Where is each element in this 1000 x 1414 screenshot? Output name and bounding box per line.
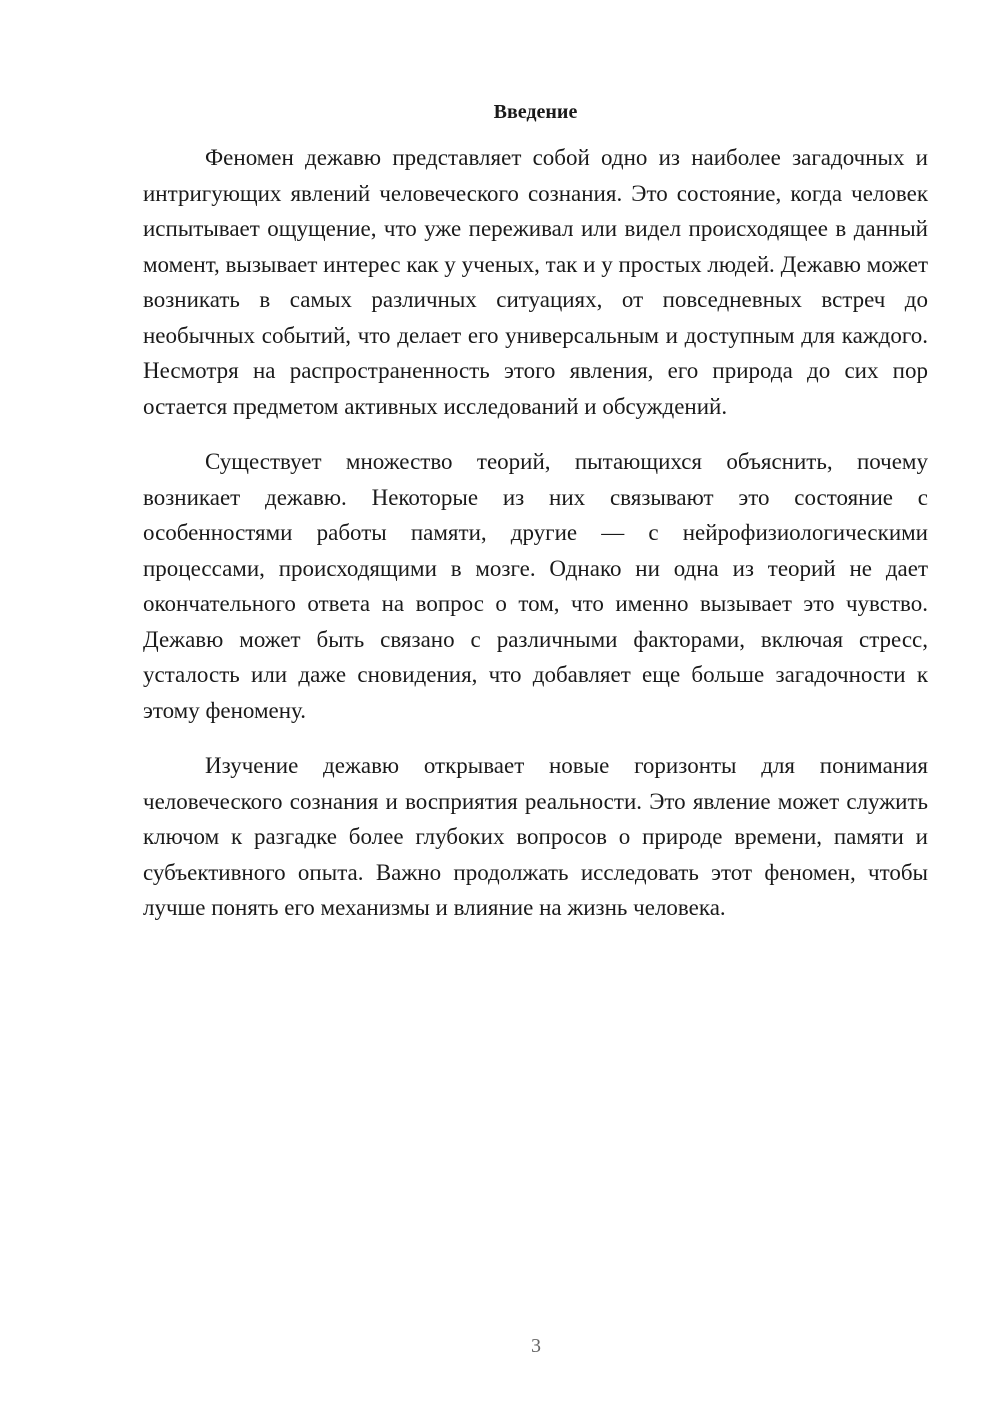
- page-number: 3: [531, 1335, 541, 1357]
- body-text: [143, 140, 928, 946]
- paragraph-1: Феномен дежавю представляет собой одно из наиболее загадочных и интригующих явлений человеческого сознания. Это состояние, когда человек испытывает ощущение, что уже переживал или видел происходящее в данный момент, вызывает интерес как у ученых, так и у простых людей. Дежавю может возникать в самых различных ситуациях, от повседневных встреч до необычных событий, что делает его универсальным и доступным для каждого. Несмотря на распространенность этого явления, его природа до сих пор остается предметом активных исследований и обсуждений.: [143, 145, 928, 419]
- paragraph-3: Изучение дежавю открывает новые горизонты для понимания человеческого сознания и восприятия реальности. Это явление может служить ключом к разгадке более глубоких вопросов о природе времени, памяти и субъективного опыта. Важно продолжать исследовать этот феномен, чтобы лучше понять его механизмы и влияние на жизнь человека.: [143, 753, 928, 920]
- paragraph-2: Существует множество теорий, пытающихся объяснить, почему возникает дежавю. Некоторые из них связывают это состояние с особенностями работы памяти, другие — с нейрофизиологическими процессами, происходящими в мозге. Однако ни одна из теорий не дает окончательного ответа на вопрос о том, что именно вызывает это чувство. Дежавю может быть связано с различными факторами, включая стресс, усталость или даже сновидения, что добавляет еще больше загадочности к этому феномену.: [143, 449, 928, 723]
- section-heading: Введение: [493, 101, 578, 123]
